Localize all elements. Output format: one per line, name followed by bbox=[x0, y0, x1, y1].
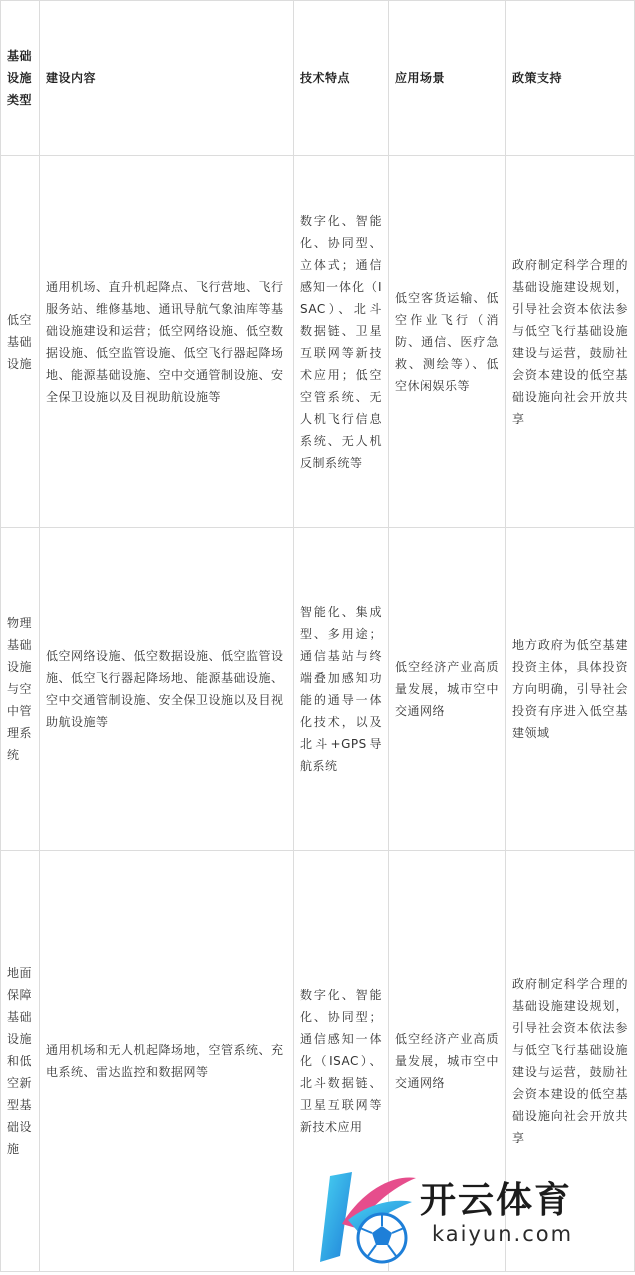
cell-scenario: 低空客货运输、低空作业飞行（消防、通信、医疗急救、测绘等）、低空休闲娱乐等 bbox=[389, 156, 506, 528]
table-header-row bbox=[1, 1, 635, 156]
header-policy: 政策支持 bbox=[506, 1, 635, 156]
cell-scenario: 低空经济产业高质量发展，城市空中交通网络 bbox=[389, 851, 506, 1272]
cell-content: 通用机场、直升机起降点、飞行营地、飞行服务站、维修基地、通讯导航气象油库等基础设施建设和运营；低空网络设施、低空数据设施、低空监管设施、低空飞行器起降场地、能源基础设施、空中交通管制设施、安全保卫设施以及目视助航设施等 bbox=[40, 156, 294, 528]
cell-tech: 智能化、集成型、多用途；通信基站与终端叠加感知功能的通导一体化技术，以及北斗+GPS导航系统 bbox=[294, 528, 389, 851]
header-content: 建设内容 bbox=[40, 1, 294, 156]
cell-type: 地面保障基础设施和低空新型基础设施 bbox=[1, 851, 40, 1272]
cell-scenario: 低空经济产业高质量发展，城市空中交通网络 bbox=[389, 528, 506, 851]
header-tech: 技术特点 bbox=[294, 1, 389, 156]
cell-content: 低空网络设施、低空数据设施、低空监管设施、低空飞行器起降场地、能源基础设施、空中交通管制设施、安全保卫设施以及目视助航设施等 bbox=[40, 528, 294, 851]
table-row bbox=[1, 528, 635, 851]
cell-policy: 地方政府为低空基建投资主体，具体投资方向明确，引导社会投资有序进入低空基建领域 bbox=[506, 528, 635, 851]
cell-type: 低空基础设施 bbox=[1, 156, 40, 528]
cell-content: 通用机场和无人机起降场地，空管系统、充电系统、雷达监控和数据网等 bbox=[40, 851, 294, 1272]
header-scenario: 应用场景 bbox=[389, 1, 506, 156]
cell-tech: 数字化、智能化、协同型；通信感知一体化（ISAC）、北斗数据链、卫星互联网等新技术应用 bbox=[294, 851, 389, 1272]
cell-policy: 政府制定科学合理的基础设施建设规划，引导社会资本依法参与低空飞行基础设施建设与运营，鼓励社会资本建设的低空基础设施向社会开放共享 bbox=[506, 156, 635, 528]
watermark-brand-en: kaiyun.com bbox=[432, 1222, 574, 1246]
k-ball-logo-icon bbox=[312, 1164, 422, 1271]
cell-policy: 政府制定科学合理的基础设施建设规划，引导社会资本依法参与低空飞行基础设施建设与运营，鼓励社会资本建设的低空基础设施向社会开放共享 bbox=[506, 851, 635, 1272]
cell-tech: 数字化、智能化、协同型、立体式；通信感知一体化（ISAC）、北斗数据链、卫星互联网等新技术应用；低空空管系统、无人机飞行信息系统、无人机反制系统等 bbox=[294, 156, 389, 528]
cell-type: 物理基础设施与空中管理系统 bbox=[1, 528, 40, 851]
header-type: 基础设施类型 bbox=[1, 1, 40, 156]
table-row bbox=[1, 156, 635, 528]
watermark-brand-cn: 开云体育 bbox=[420, 1180, 573, 1221]
